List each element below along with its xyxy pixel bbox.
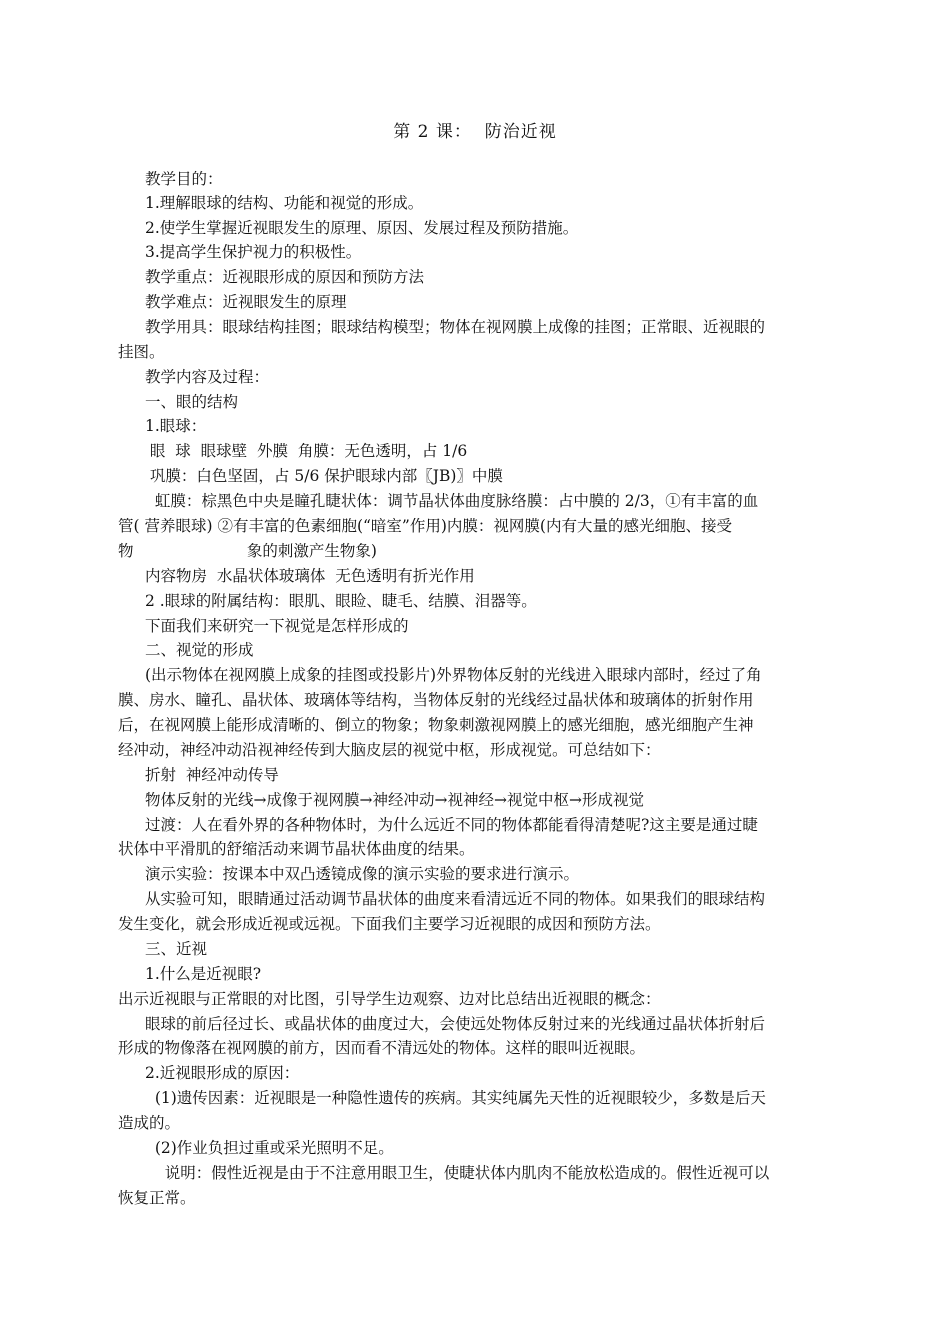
text-line: 挂图。 bbox=[118, 343, 165, 361]
text-line: 二、视觉的形成 bbox=[145, 641, 254, 659]
text-line: 眼球的前后径过长、或晶状体的曲度过大，会使远处物体反射过来的光线通过晶状体折射后 bbox=[145, 1015, 766, 1033]
text-line: 演示实验：按课本中双凸透镜成像的演示实验的要求进行演示。 bbox=[145, 865, 580, 883]
text-line: 2.使学生掌握近视眼发生的原理、原因、发展过程及预防措施。 bbox=[145, 219, 579, 237]
text-line: 巩膜：白色坚固，占 5/6 保护眼球内部〖JB)〗中膜 bbox=[145, 467, 503, 485]
text-line: 发生变化，就会形成近视或远视。下面我们主要学习近视眼的成因和预防方法。 bbox=[118, 915, 661, 933]
text-line: 从实验可知，眼睛通过活动调节晶状体的曲度来看清远近不同的物体。如果我们的眼球结构 bbox=[145, 890, 766, 908]
text-line: 1.眼球： bbox=[145, 417, 207, 435]
text-line: 膜、房水、瞳孔、晶状体、玻璃体等结构，当物体反射的光线经过晶状体和玻璃体的折射作用 bbox=[118, 691, 754, 709]
text-line: 恢复正常。 bbox=[118, 1189, 196, 1207]
text-line: 三、近视 bbox=[145, 940, 208, 958]
text-line: (出示物体在视网膜上成象的挂图或投影片)外界物体反射的光线进入眼球内部时，经过了角 bbox=[145, 666, 762, 684]
text-line: 过渡：人在看外界的各种物体时，为什么远近不同的物体都能看得清楚呢?这主要是通过睫 bbox=[145, 816, 758, 834]
text-line: 1.什么是近视眼? bbox=[145, 965, 262, 983]
text-line: 虹膜：棕黑色中央是瞳孔睫状体：调节晶状体曲度脉络膜：占中膜的 2/3，①有丰富的血 bbox=[145, 492, 759, 510]
text-line: 造成的。 bbox=[118, 1114, 181, 1132]
text-line: 教学重点：近视眼形成的原因和预防方法 bbox=[145, 268, 425, 286]
text-line: 眼 球 眼球壁 外膜 角膜：无色透明，占 1/6 bbox=[145, 442, 468, 460]
text-line: 教学目的： bbox=[145, 170, 223, 188]
text-line: 管( 营养眼球) ②有丰富的色素细胞(“暗室”作用)内膜：视网膜(内有大量的感光细胞、接受 bbox=[118, 517, 732, 535]
text-line: (1)遗传因素：近视眼是一种隐性遗传的疾病。其实纯属先天性的近视眼较少，多数是后天 bbox=[145, 1089, 766, 1107]
text-line: 1.理解眼球的结构、功能和视觉的形成。 bbox=[145, 194, 424, 212]
text-line: 折射 神经冲动传导 bbox=[145, 766, 279, 784]
text-line: 物 象的刺激产生物象) bbox=[118, 542, 377, 560]
text-line: 教学用具：眼球结构挂图；眼球结构模型；物体在视网膜上成像的挂图；正常眼、近视眼的 bbox=[145, 318, 766, 336]
text-line: 教学难点：近视眼发生的原理 bbox=[145, 293, 347, 311]
text-line: 经冲动，神经冲动沿视神经传到大脑皮层的视觉中枢，形成视觉。可总结如下： bbox=[118, 741, 661, 759]
text-line: 内容物房 水晶状体玻璃体 无色透明有折光作用 bbox=[145, 567, 475, 585]
text-line: 2 .眼球的附属结构：眼肌、眼睑、睫毛、结膜、泪器等。 bbox=[145, 592, 537, 610]
text-line: 形成的物像落在视网膜的前方，因而看不清远处的物体。这样的眼叫近视眼。 bbox=[118, 1039, 646, 1057]
text-line: 状体中平滑肌的舒缩活动来调节晶状体曲度的结果。 bbox=[118, 840, 475, 858]
page-title: 第 2 课： 防治近视 bbox=[393, 122, 557, 142]
text-line: 物体反射的光线→成像于视网膜→神经冲动→视神经→视觉中枢→形成视觉 bbox=[145, 791, 644, 809]
text-line: 一、眼的结构 bbox=[145, 393, 239, 411]
text-line: 3.提高学生保护视力的积极性。 bbox=[145, 243, 362, 261]
text-line: 说明：假性近视是由于不注意用眼卫生，使睫状体内肌肉不能放松造成的。假性近视可以 bbox=[145, 1164, 770, 1182]
text-line: 2.近视眼形成的原因： bbox=[145, 1064, 300, 1082]
text-line: (2)作业负担过重或采光照明不足。 bbox=[145, 1139, 394, 1157]
text-line: 教学内容及过程： bbox=[145, 368, 270, 386]
text-line: 后，在视网膜上能形成清晰的、倒立的物象；物象刺激视网膜上的感光细胞，感光细胞产生神 bbox=[118, 716, 754, 734]
text-line: 出示近视眼与正常眼的对比图，引导学生边观察、边对比总结出近视眼的概念： bbox=[118, 990, 661, 1008]
text-line: 下面我们来研究一下视觉是怎样形成的 bbox=[145, 617, 409, 635]
